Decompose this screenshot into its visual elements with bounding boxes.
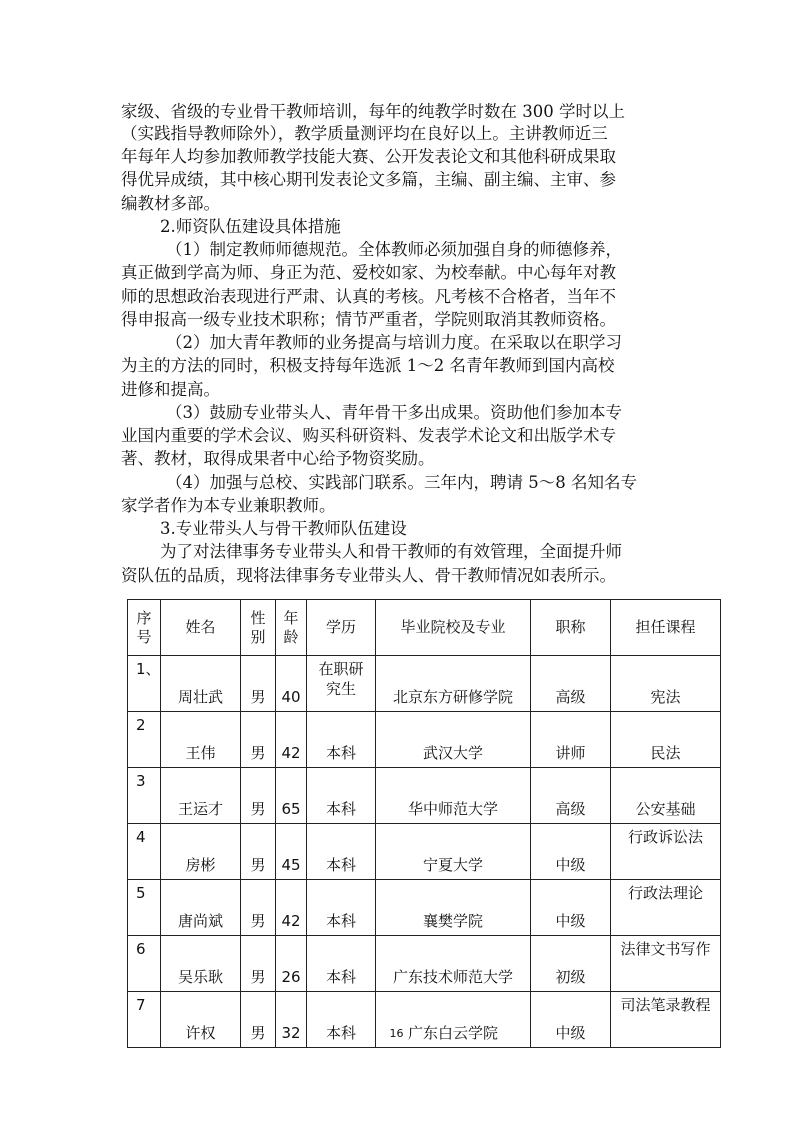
header-education: 学历 (307, 600, 376, 656)
header-name: 姓名 (161, 600, 241, 656)
cell-course: 行政法理论 (611, 880, 721, 936)
body-text-line: （2）加大青年教师的业务提高与培训力度。在采取以在职学习 (166, 333, 622, 352)
cell-education: 本科 (307, 880, 376, 936)
body-text-line: 得申报高一级专业技术职称；情节严重者，学院则取消其教师资格。 (121, 310, 616, 329)
table-row (128, 768, 721, 824)
body-text-line: 家学者作为本专业兼职教师。 (121, 496, 336, 515)
cell-school: 广东白云学院 (376, 992, 531, 1048)
cell-age: 45 (276, 824, 307, 880)
body-text-line: 家级、省级的专业骨干教师培训，每年的纯教学时数在 300 学时以上 (121, 102, 625, 121)
cell-gender: 男 (241, 936, 276, 992)
cell-no: 1、 (128, 656, 161, 712)
cell-school: 华中师范大学 (376, 768, 531, 824)
table-row (128, 880, 721, 936)
cell-no: 4 (128, 824, 161, 880)
cell-name: 房彬 (161, 824, 241, 880)
cell-school: 宁夏大学 (376, 824, 531, 880)
cell-age: 42 (276, 880, 307, 936)
body-text-line: 编教材多部。 (121, 194, 220, 213)
cell-title: 中级 (531, 824, 611, 880)
cell-title: 高级 (531, 768, 611, 824)
header-no: 序 号 (128, 600, 161, 656)
cell-course: 民法 (611, 712, 721, 768)
cell-school: 武汉大学 (376, 712, 531, 768)
cell-education: 本科 (307, 936, 376, 992)
cell-title: 高级 (531, 656, 611, 712)
cell-no: 6 (128, 936, 161, 992)
cell-name: 唐尚斌 (161, 880, 241, 936)
body-text-line: （实践指导教师除外），教学质量测评均在良好以上。主讲教师近三 (121, 124, 608, 143)
header-school: 毕业院校及专业 (376, 600, 531, 656)
cell-name: 王运才 (161, 768, 241, 824)
cell-name: 王伟 (161, 712, 241, 768)
cell-gender: 男 (241, 768, 276, 824)
body-text-line: （4）加强与总校、实践部门联系。三年内，聘请 5～8 名知名专 (166, 473, 637, 492)
cell-title: 初级 (531, 936, 611, 992)
section-heading: 2.师资队伍建设具体措施 (160, 217, 341, 236)
body-text-line: 著、教材，取得成果者中心给予物资奖励。 (121, 449, 435, 468)
body-text-line: 为了对法律事务专业带头人和骨干教师的有效管理，全面提升师 (160, 542, 622, 561)
body-text-line: （3）鼓励专业带头人、青年骨干多出成果。资助他们参加本专 (166, 403, 622, 422)
cell-title: 中级 (531, 880, 611, 936)
body-text-line: 为主的方法的同时，积极支持每年选派 1～2 名青年教师到国内高校 (121, 356, 615, 375)
cell-name: 许权 (161, 992, 241, 1048)
cell-age: 65 (276, 768, 307, 824)
page-number: 16 (389, 1027, 404, 1040)
body-text-line: 得优异成绩，其中核心期刊发表论文多篇，主编、副主编、主审、参 (121, 170, 616, 189)
cell-age: 40 (276, 656, 307, 712)
cell-gender: 男 (241, 656, 276, 712)
body-text-line: 师的思想政治表现进行严肃、认真的考核。凡考核不合格者，当年不 (121, 287, 616, 306)
cell-no: 7 (128, 992, 161, 1048)
cell-course: 公安基础 (611, 768, 721, 824)
body-text-line: 年每年人均参加教师教学技能大赛、公开发表论文和其他科研成果取 (121, 147, 616, 166)
cell-title: 讲师 (531, 712, 611, 768)
cell-education: 本科 (307, 768, 376, 824)
header-age: 年 龄 (276, 600, 307, 656)
cell-school: 广东技术师范大学 (376, 936, 531, 992)
header-gender: 性 别 (241, 600, 276, 656)
header-course: 担任课程 (611, 600, 721, 656)
table-header-row (128, 600, 721, 656)
cell-course: 司法笔录教程 (611, 992, 721, 1048)
cell-education: 在职研究生 (307, 656, 376, 712)
cell-gender: 男 (241, 880, 276, 936)
cell-school: 北京东方研修学院 (376, 656, 531, 712)
body-text-line: 资队伍的品质，现将法律事务专业带头人、骨干教师情况如表所示。 (121, 566, 616, 585)
cell-no: 5 (128, 880, 161, 936)
table-row (128, 824, 721, 880)
body-text-line: 业国内重要的学术会议、购买科研资料、发表学术论文和出版学术专 (121, 426, 616, 445)
cell-name: 吴乐耿 (161, 936, 241, 992)
table-row (128, 936, 721, 992)
body-text-line: （1）制定教师师德规范。全体教师必须加强自身的师德修养， (166, 240, 622, 259)
body-text-line: 进修和提高。 (121, 380, 220, 399)
section-heading: 3.专业带头人与骨干教师队伍建设 (160, 519, 407, 538)
cell-gender: 男 (241, 712, 276, 768)
cell-age: 32 (276, 992, 307, 1048)
cell-title: 中级 (531, 992, 611, 1048)
cell-gender: 男 (241, 992, 276, 1048)
cell-no: 2 (128, 712, 161, 768)
cell-no: 3 (128, 768, 161, 824)
cell-course: 法律文书写作 (611, 936, 721, 992)
cell-school: 襄樊学院 (376, 880, 531, 936)
cell-gender: 男 (241, 824, 276, 880)
cell-course: 行政诉讼法 (611, 824, 721, 880)
cell-course: 宪法 (611, 656, 721, 712)
table-row (128, 656, 721, 712)
staff-table (127, 599, 721, 1048)
cell-education: 本科 (307, 992, 376, 1048)
cell-age: 26 (276, 936, 307, 992)
body-text-line: 真正做到学高为师、身正为范、爱校如家、为校奉献。中心每年对教 (121, 263, 616, 282)
table-row (128, 712, 721, 768)
cell-education: 本科 (307, 824, 376, 880)
cell-age: 42 (276, 712, 307, 768)
header-title: 职称 (531, 600, 611, 656)
cell-name: 周壮武 (161, 656, 241, 712)
cell-education: 本科 (307, 712, 376, 768)
